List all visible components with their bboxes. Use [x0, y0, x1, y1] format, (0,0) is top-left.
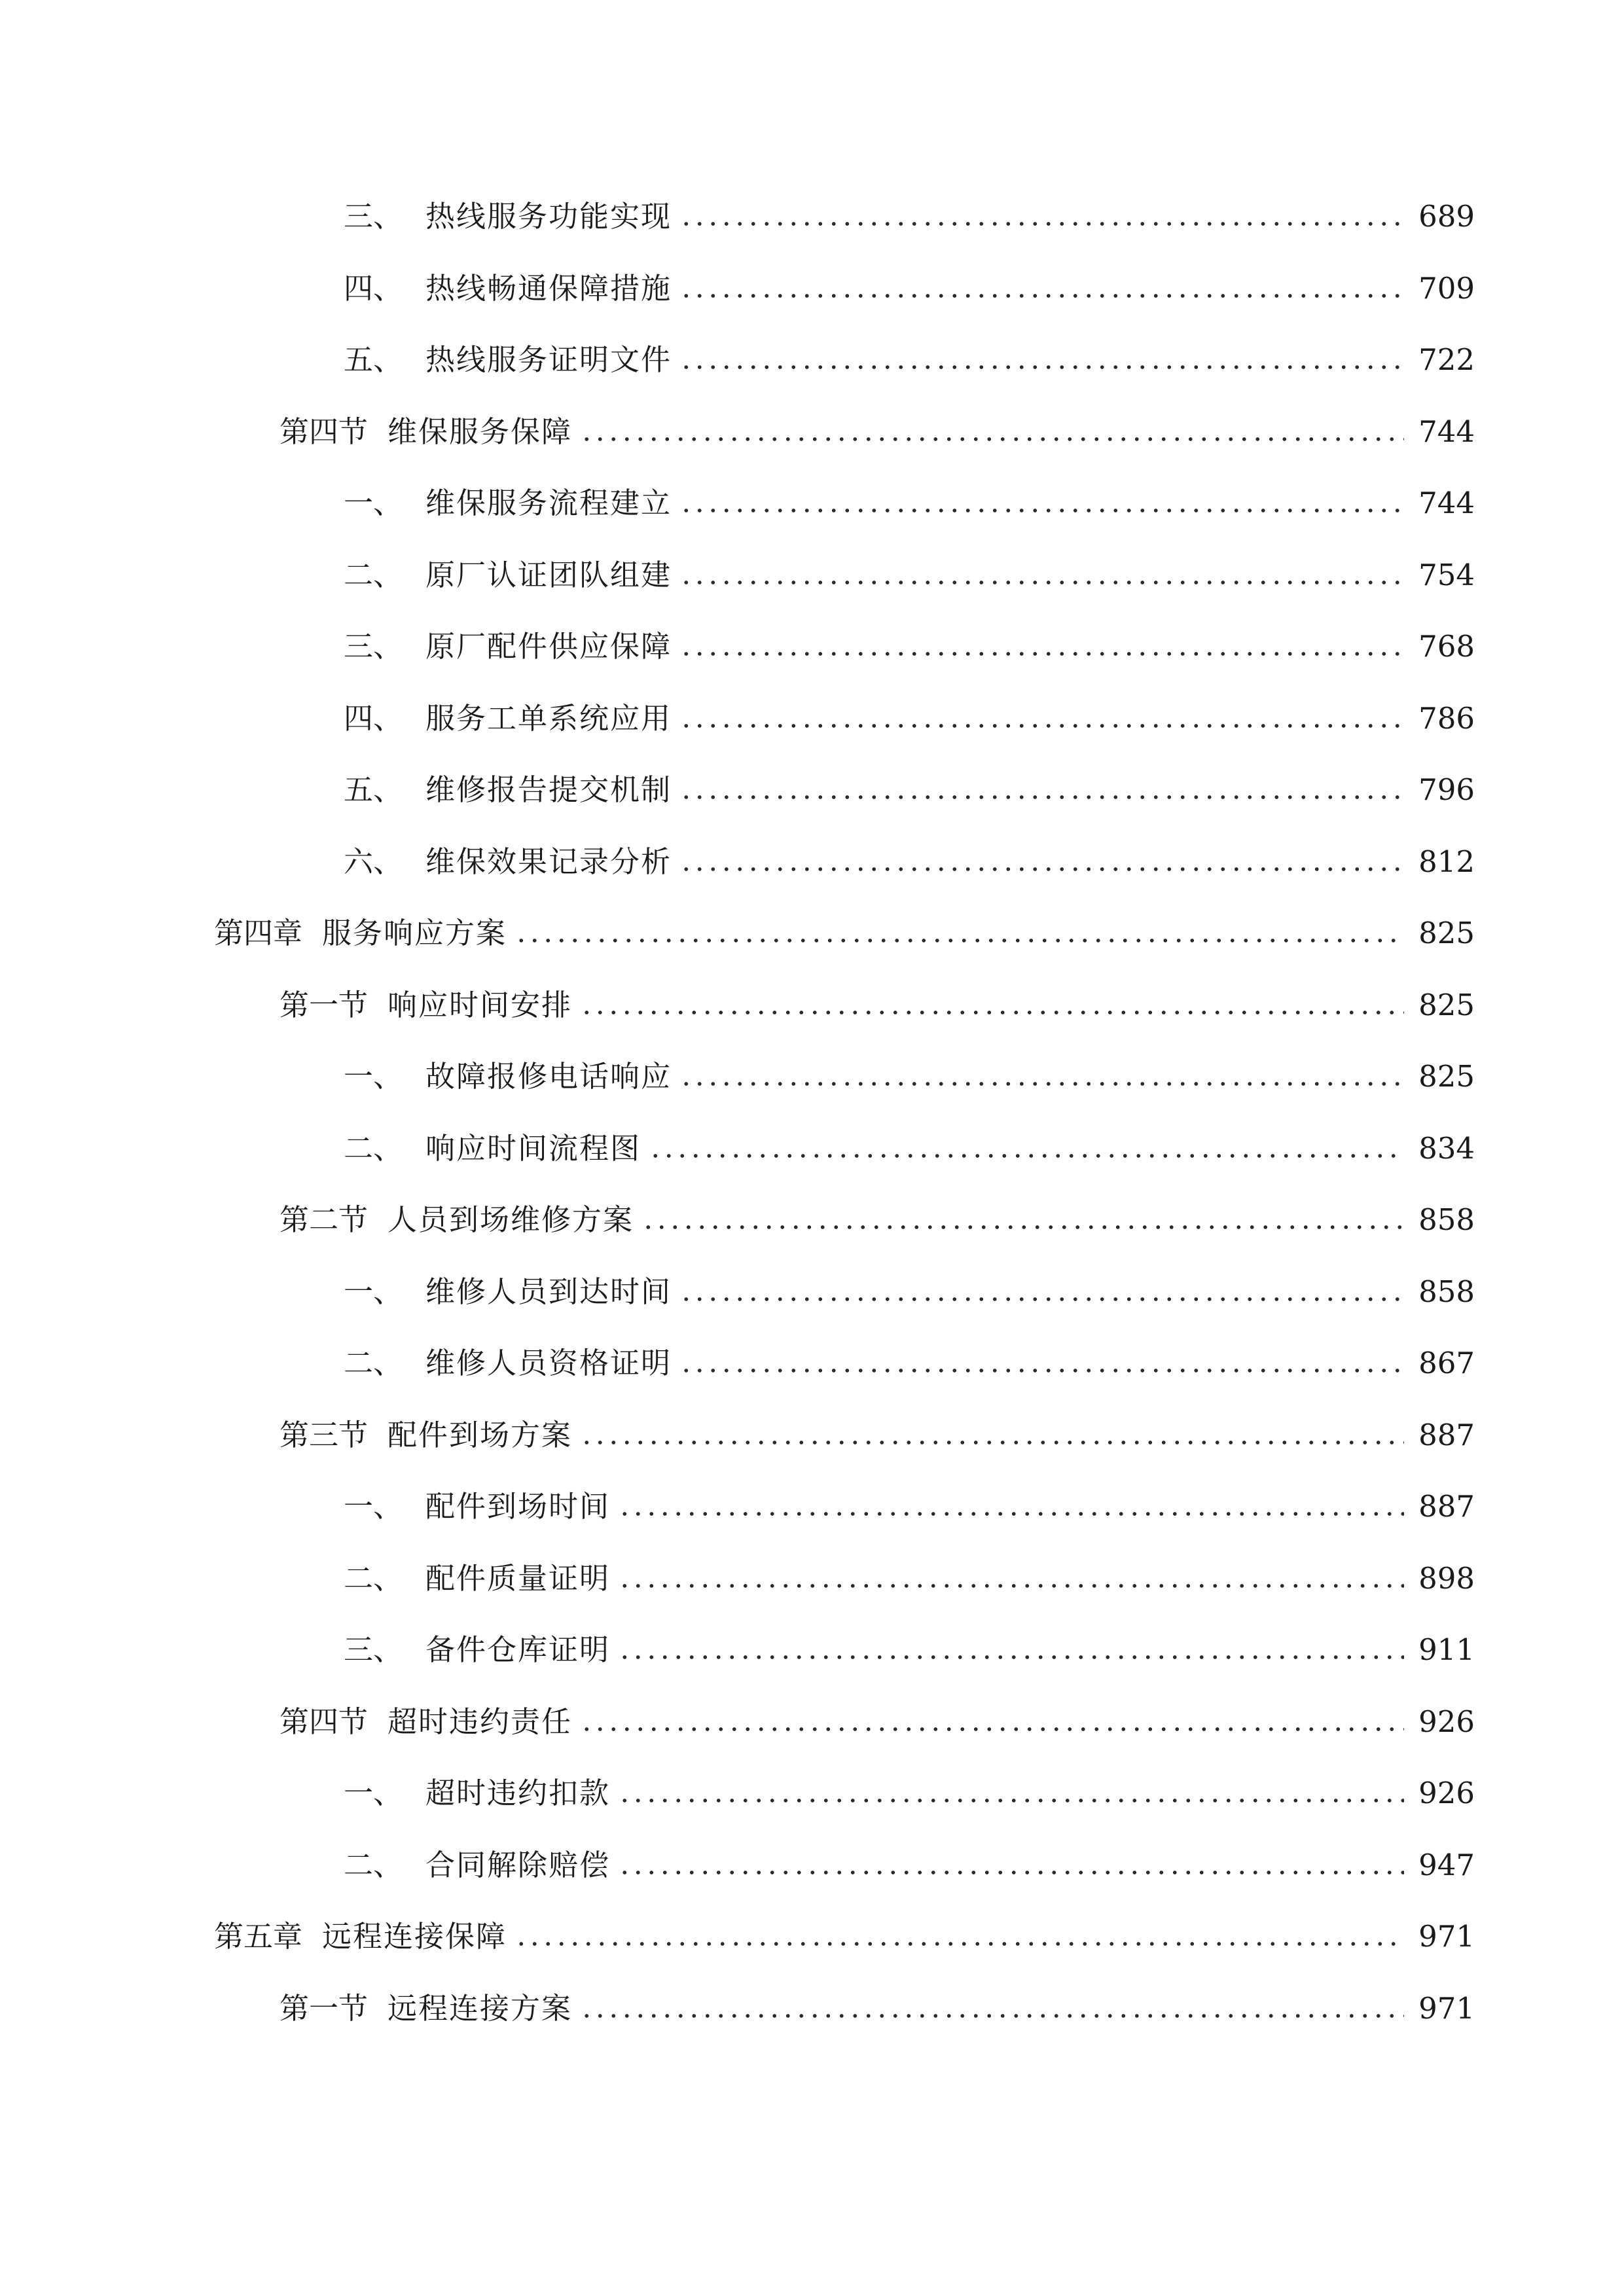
toc-entry[interactable] [344, 1054, 1475, 1100]
toc-entry-number: 一、 [344, 1274, 403, 1309]
toc-entry-page: 898 [1418, 1561, 1475, 1596]
toc-entry[interactable] [280, 982, 1475, 1028]
dot-leader [580, 2013, 1404, 2019]
toc-entry[interactable] [280, 1412, 1475, 1458]
toc-entry-title: 热线服务证明文件 [425, 342, 672, 377]
dot-leader [679, 794, 1404, 800]
toc-entry-number: 五、 [344, 342, 403, 377]
toc-entry-title: 维保服务保障 [388, 414, 573, 449]
dot-leader [679, 221, 1404, 227]
toc-entry-number: 二、 [344, 1561, 403, 1596]
toc-entry-number: 第一节 [280, 988, 369, 1022]
toc-entry-number: 二、 [344, 558, 403, 592]
toc-entry-page: 867 [1418, 1346, 1475, 1380]
toc-entry-page: 812 [1418, 844, 1475, 879]
dot-leader [580, 436, 1404, 442]
toc-entry-page: 911 [1418, 1632, 1475, 1667]
toc-entry-title: 热线服务功能实现 [425, 199, 672, 234]
toc-entry-page: 834 [1418, 1131, 1475, 1166]
dot-leader [514, 937, 1404, 944]
toc-entry-title: 配件到场方案 [388, 1418, 573, 1452]
toc-entry-page: 926 [1418, 1704, 1475, 1739]
toc-entry-number: 第二节 [280, 1202, 369, 1237]
toc-entry[interactable] [280, 1699, 1475, 1745]
toc-entry-page: 825 [1418, 1059, 1475, 1094]
dot-leader [679, 579, 1404, 586]
dot-leader [679, 507, 1404, 514]
toc-entry-number: 第四章 [214, 916, 303, 950]
toc-entry-number: 第四节 [280, 1704, 369, 1739]
toc-entry-title: 维修人员到达时间 [425, 1274, 672, 1309]
dot-leader [580, 1439, 1404, 1446]
dot-leader [618, 1797, 1404, 1804]
toc-entry-title: 超时违约扣款 [425, 1776, 611, 1810]
dot-leader [618, 1869, 1404, 1876]
toc-entry-number: 二、 [344, 1131, 403, 1166]
toc-entry-page: 947 [1418, 1848, 1475, 1882]
toc-entry-number: 第一节 [280, 1991, 369, 2026]
dot-leader [679, 651, 1404, 657]
toc-entry-page: 754 [1418, 558, 1475, 592]
toc-entry-number: 三、 [344, 1632, 403, 1667]
toc-entry[interactable] [344, 480, 1475, 526]
toc-entry[interactable] [214, 1914, 1475, 1960]
toc-entry-title: 响应时间流程图 [425, 1131, 641, 1166]
toc-entry-number: 六、 [344, 844, 403, 879]
toc-entry[interactable] [344, 1556, 1475, 1602]
toc-entry[interactable] [344, 1484, 1475, 1530]
toc-entry-page: 689 [1418, 199, 1475, 234]
dot-leader [580, 1726, 1404, 1732]
toc-entry-title: 维保服务流程建立 [425, 486, 672, 520]
dot-leader [679, 1081, 1404, 1087]
toc-entry-page: 887 [1418, 1489, 1475, 1524]
dot-leader [514, 1941, 1404, 1947]
toc-entry-title: 配件质量证明 [425, 1561, 611, 1596]
toc-entry-title: 维保效果记录分析 [425, 844, 672, 879]
toc-entry-number: 二、 [344, 1848, 403, 1882]
dot-leader [618, 1583, 1404, 1589]
toc-entry-number: 四、 [344, 271, 403, 306]
toc-entry-title: 原厂认证团队组建 [425, 558, 672, 592]
toc-entry-title: 合同解除赔偿 [425, 1848, 611, 1882]
toc-entry-page: 722 [1418, 342, 1475, 377]
toc-entry[interactable] [344, 1340, 1475, 1386]
toc-entry[interactable] [344, 1126, 1475, 1172]
toc-entry-page: 709 [1418, 271, 1475, 306]
toc-entry-number: 第四节 [280, 414, 369, 449]
toc-entry-page: 744 [1418, 486, 1475, 520]
toc-entry[interactable] [344, 767, 1475, 813]
toc-entry-title: 故障报修电话响应 [425, 1059, 672, 1094]
toc-entry[interactable] [344, 337, 1475, 383]
toc-entry-title: 维修报告提交机制 [425, 772, 672, 807]
toc-entry-title: 服务响应方案 [322, 916, 507, 950]
toc-entry-number: 第五章 [214, 1919, 303, 1954]
toc-entry-number: 五、 [344, 772, 403, 807]
dot-leader [641, 1224, 1404, 1230]
toc-entry-page: 768 [1418, 629, 1475, 664]
dot-leader [679, 866, 1404, 872]
toc-entry-title: 超时违约责任 [388, 1704, 573, 1739]
toc-entry-page: 825 [1418, 988, 1475, 1022]
toc-entry[interactable] [280, 1986, 1475, 2032]
dot-leader [679, 723, 1404, 729]
toc-entry[interactable] [344, 624, 1475, 670]
toc-entry-page: 796 [1418, 772, 1475, 807]
toc-entry-page: 858 [1418, 1202, 1475, 1237]
toc-entry-title: 远程连接方案 [388, 1991, 573, 2026]
dot-leader [649, 1153, 1404, 1159]
toc-entry[interactable] [344, 839, 1475, 885]
toc-entry[interactable] [344, 266, 1475, 312]
toc-entry-page: 926 [1418, 1776, 1475, 1810]
toc-entry-number: 一、 [344, 1489, 403, 1524]
toc-entry-number: 三、 [344, 629, 403, 664]
toc-entry-title: 原厂配件供应保障 [425, 629, 672, 664]
toc-entry[interactable] [280, 1197, 1475, 1243]
toc-entry-title: 人员到场维修方案 [388, 1202, 634, 1237]
toc-entry-number: 一、 [344, 1059, 403, 1094]
toc-entry-number: 四、 [344, 701, 403, 736]
toc-entry-page: 971 [1418, 1991, 1475, 2026]
dot-leader [679, 1296, 1404, 1302]
dot-leader [580, 1009, 1404, 1016]
toc-entry-title: 服务工单系统应用 [425, 701, 672, 736]
toc-entry[interactable] [280, 409, 1475, 455]
toc-entry[interactable] [344, 1770, 1475, 1816]
toc-entry-number: 一、 [344, 1776, 403, 1810]
toc-entry-page: 858 [1418, 1274, 1475, 1309]
toc-entry-title: 热线畅通保障措施 [425, 271, 672, 306]
dot-leader [618, 1654, 1404, 1660]
toc-entry-page: 887 [1418, 1418, 1475, 1452]
dot-leader [679, 364, 1404, 370]
toc-entry-page: 971 [1418, 1919, 1475, 1954]
toc-entry-title: 备件仓库证明 [425, 1632, 611, 1667]
toc-entry[interactable] [214, 910, 1475, 956]
toc-entry-title: 维修人员资格证明 [425, 1346, 672, 1380]
toc-entry[interactable] [344, 552, 1475, 598]
toc-entry[interactable] [344, 1842, 1475, 1888]
dot-leader [679, 293, 1404, 299]
toc-entry-title: 远程连接保障 [322, 1919, 507, 1954]
toc-entry[interactable] [344, 696, 1475, 742]
toc-entry[interactable] [344, 194, 1475, 240]
toc-entry-number: 二、 [344, 1346, 403, 1380]
toc-entry-page: 786 [1418, 701, 1475, 736]
toc-entry-page: 825 [1418, 916, 1475, 950]
toc-entry[interactable] [344, 1627, 1475, 1673]
toc-entry-number: 第三节 [280, 1418, 369, 1452]
toc-entry-title: 配件到场时间 [425, 1489, 611, 1524]
toc-entry[interactable] [344, 1269, 1475, 1315]
toc-entry-number: 三、 [344, 199, 403, 234]
toc-entry-page: 744 [1418, 414, 1475, 449]
dot-leader [618, 1511, 1404, 1517]
dot-leader [679, 1367, 1404, 1374]
toc-entry-title: 响应时间安排 [388, 988, 573, 1022]
toc-entry-number: 一、 [344, 486, 403, 520]
